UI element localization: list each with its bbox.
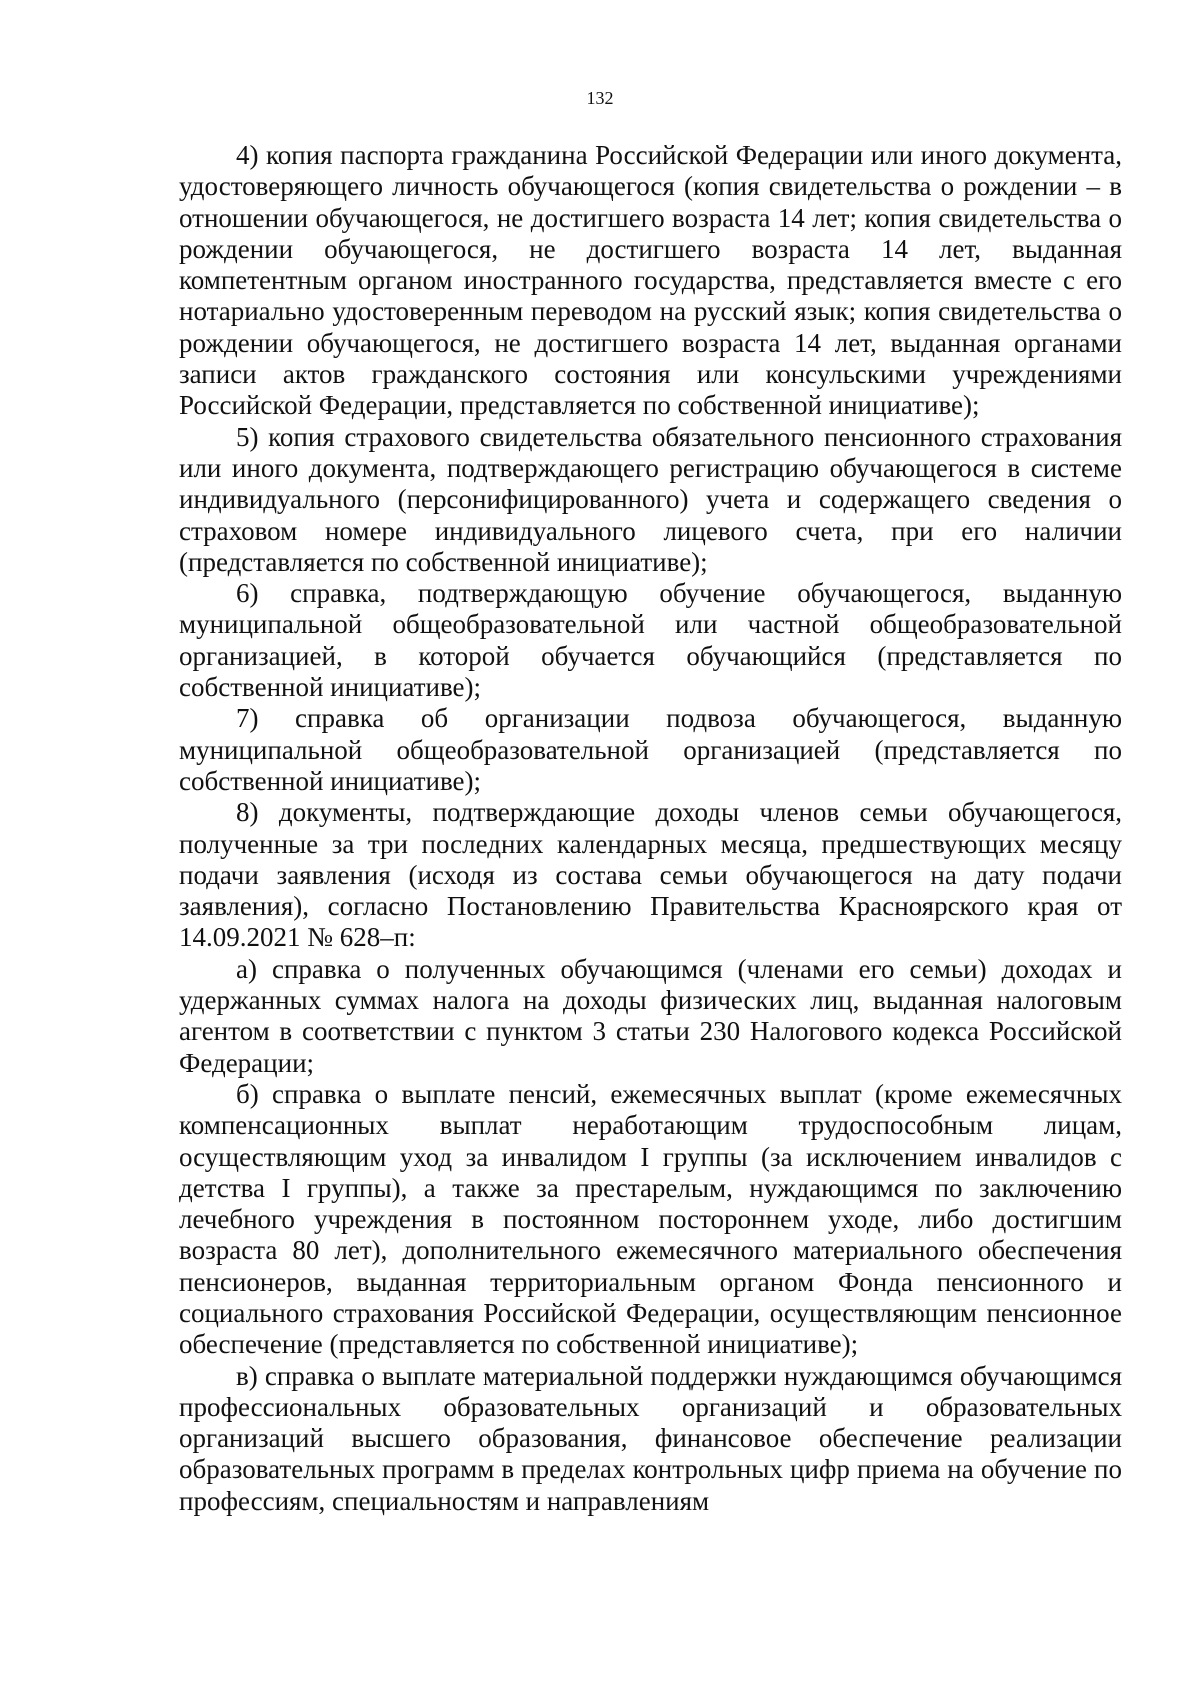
page-number: 132 [586,88,614,108]
paragraph-item-5: 5) копия страхового свидетельства обязательного пенсионного страхования или иного документа, подтверждающего регистрацию обучающегося в системе индивидуального (персонифицированного) учета и содержащего сведения о страховом номере индивидуального лицевого счета, при его наличии (представляется по собственной инициативе); [179,421,1122,577]
paragraph-item-7: 7) справка об организации подвоза обучающегося, выданную муниципальной общеобразовательной организацией (представляется по собственной инициативе); [179,703,1122,796]
paragraph-subitem-v: в) справка о выплате материальной поддержки нуждающимся обучающимся профессиональных образовательных организаций и образовательных организаций высшего образования, финансовое обеспечение реализации образовательных программ в пределах контрольных цифр приема на обучение по профессиям, специальностям и направлениям [179,1360,1122,1516]
paragraph-subitem-a: а) справка о полученных обучающимся (членами его семьи) доходах и удержанных суммах налога на доходы физических лиц, выданная налоговым агентом в соответствии с пунктом 3 статьи 230 Налогового кодекса Российской Федерации; [179,953,1122,1078]
paragraph-item-6: 6) справка, подтверждающую обучение обучающегося, выданную муниципальной общеобразовательной или частной общеобразовательной организацией, в которой обучается обучающийся (представляется по собственной инициативе); [179,578,1122,703]
document-body [179,140,1122,1517]
paragraph-item-8: 8) документы, подтверждающие доходы членов семьи обучающегося, полученные за три последних календарных месяца, предшествующих месяцу подачи заявления (исходя из состава семьи обучающегося на дату подачи заявления), согласно Постановлению Правительства Красноярского края от 14.09.2021 № 628–п: [179,797,1122,953]
paragraph-item-4: 4) копия паспорта гражданина Российской Федерации или иного документа, удостоверяющего личность обучающегося (копия свидетельства о рождении – в отношении обучающегося, не достигшего возраста 14 лет; копия свидетельства о рождении обучающегося, не достигшего возраста 14 лет, выданная компетентным органом иностранного государства, представляется вместе с его нотариально удостоверенным переводом на русский язык; копия свидетельства о рождении обучающегося, не достигшего возраста 14 лет, выданная органами записи актов гражданского состояния или консульскими учреждениями Российской Федерации, представляется по собственной инициативе); [179,140,1122,421]
paragraph-subitem-b: б) справка о выплате пенсий, ежемесячных выплат (кроме ежемесячных компенсационных выплат неработающим трудоспособным лицам, осуществляющим уход за инвалидом I группы (за исключением инвалидов с детства I группы), а также за престарелым, нуждающимся по заключению лечебного учреждения в постоянном постороннем уходе, либо достигшим возраста 80 лет), дополнительного ежемесячного материального обеспечения пенсионеров, выданная территориальным органом Фонда пенсионного и социального страхования Российской Федерации, осуществляющим пенсионное обеспечение (представляется по собственной инициативе); [179,1078,1122,1360]
